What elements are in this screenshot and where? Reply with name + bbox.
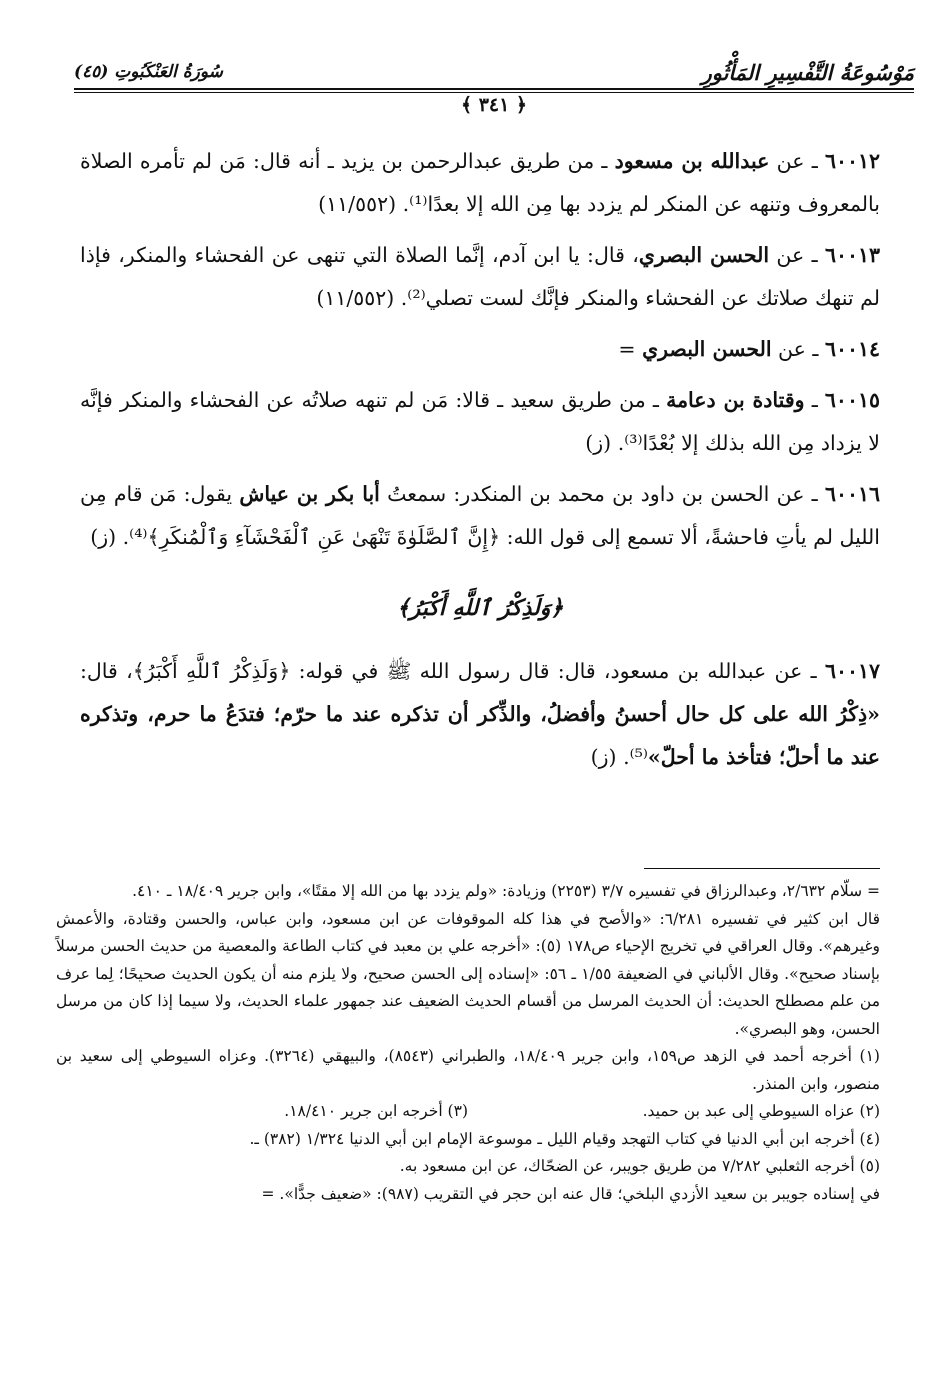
entry-number: ٦٠٠١٣ [824,243,880,267]
footnote-4: (٤) أخرجه ابن أبي الدنيا في كتاب التهجد وقيام الليل ـ موسوعة الإمام ابن أبي الدنيا ١/٣٢٤ (٣٨٢) ـ. [249,1129,880,1148]
entry-text: = [618,337,643,361]
hadith-entry [80,234,880,320]
footnote-3: (٣) أخرجه ابن جرير ١٨/٤١٠. [284,1102,468,1120]
entry-number: ٦٠٠١٤ [824,337,880,361]
narrator-name: الحسن البصري [638,243,770,267]
entry-number: ٦٠٠١٢ [824,149,880,173]
hadith-entry [80,473,880,559]
entry-text: ـ عن [769,149,825,173]
book-title: مَوْسُوعَةُ التَّفْسِيرِ المَأْثُورِ [701,60,914,85]
entry-text: يقول: مَن قام مِن الليل لم يأتِ فاحشةً، ألا تسمع إلى قول الله: ﴿إِنَّ ٱلصَّلَوٰةَ تَنْهَىٰ عَنِ ٱلْفَحْشَآءِ وَٱلْمُنكَرِ﴾⁽⁴⁾. (ز) [80,482,880,549]
entry-text: ـ عن الحسن بن داود بن محمد بن المنكدر: سمعتُ [379,482,825,506]
entry-text: ـ عن عبدالله بن مسعود، قال: قال رسول الله ﷺ في قوله: ﴿وَلَذِكْرُ ٱللَّهِ أَكْبَرُ﴾، قال: [80,659,825,683]
main-text [80,140,880,787]
entry-text: ـ عن [771,337,825,361]
entry-60017 [80,650,880,779]
entry-text: ـ عن [769,243,825,267]
narrator-name: عبدالله بن مسعود [614,149,770,173]
entry-number: ٦٠٠١٥ [824,388,880,412]
footnote-row-2-3 [56,1098,880,1126]
page-header [74,54,914,116]
narrator-name: أبا بكر بن عياش [239,482,380,506]
entries-list [80,140,880,559]
footnote-kathir: قال ابن كثير في تفسيره ٦/٢٨١: «والأصح في هذا كله الموقوفات عن ابن مسعود، وابن عباس، والحسن وقتادة، والأعمش وغيرهم». وقال العراقي في تخريج الإحياء ص١٧٨ (٥): «أخرجه علي بن معبد في كتاب الطاعة والمعصية من حديث الحسن مرسلاً بإسناد صحيح». وقال الألباني في الضعيفة ١/٥٥ ـ ٥٦: «إسناده إلى الحسن صحيح، ولا يلزم منه أن يكون الحديث صحيحًا؛ لِما عرف من علم مصطلح الحديث: أن الحديث المرسل من أقسام الحديث الضعيف عند جمهور علماء الحديث، ولا سيما إذا كان من مرسل الحسن، وهو البصري». [56,909,880,1038]
footnote-continued: = سلّام ٢/٦٣٢، وعبدالرزاق في تفسيره ٣/٧ (٢٢٥٣) وزيادة: «ولم يزدد بها من الله إلا مقتًا»، وابن جرير ١٨/٤٠٩ ـ ٤١٠. [132,882,880,900]
entry-number: ٦٠٠١٧ [824,659,880,683]
hadith-entry [80,140,880,226]
hadith-entry [80,650,880,779]
narrator-name: وقتادة بن دعامة [666,388,805,412]
footnote-1: (١) أخرجه أحمد في الزهد ص١٥٩، وابن جرير ١٨/٤٠٩، والطبراني (٨٥٤٣)، والبيهقي (٣٢٦٤). وعزاه السيوطي إلى سعيد بن منصور، وابن المنذر. [56,1047,880,1093]
hadith-entry [80,379,880,465]
entry-text: ـ من طريق عبدالرحمن بن يزيد ـ أنه قال: مَن لم تأمره الصلاة بالمعروف وتنهه عن المنكر لم يزدد بها مِن الله إلا بعدًا⁽¹⁾. (١١/٥٥٢) [80,149,880,216]
footnote-separator [644,868,880,869]
narrator-name: الحسن البصري [642,337,772,361]
entry-text: ، قال: يا ابن آدم، إنَّما الصلاة التي تنهى عن الفحشاء والمنكر، فإذا لم تنهك صلاتك عن الفحشاء والمنكر فإنَّك لست تصلي⁽²⁾. (١١/٥٥٢) [80,243,880,310]
footnote-5: (٥) أخرجه الثعلبي ٧/٢٨٢ من طريق جويبر، عن الضحّاك، عن ابن مسعود به. [399,1157,880,1175]
footnote-5-continued: في إسناده جويبر بن سعيد الأزدي البلخي؛ قال عنه ابن حجر في التقريب (٩٨٧): «ضعيف جدًّا». = [261,1184,880,1203]
surah-label: سُورَةُ العَنْكَبُوتِ (٤٥) [74,62,223,82]
section-heading: ﴿وَلَذِكْرُ ٱللَّهِ أَكْبَرُ﴾ [396,595,564,621]
entry-text: ـ [804,388,825,412]
hadith-entry [80,328,880,371]
narrator-name: «ذِكْرُ الله على كل حال أحسنُ وأفضلُ، والذِّكر أن تذكره عند ما حرّم؛ فتدَعُ ما حرم، وتذكره عند ما أحلّ؛ فتأخذ ما أحلّ» [80,702,880,769]
entry-text: ـ من طريق سعيد ـ قالا: مَن لم تنهه صلاتُه عن الفحشاء والمنكر فإنَّه لا يزداد مِن الله بذلك إلا بُعْدًا⁽³⁾. (ز) [80,388,880,455]
entry-text: ⁽⁵⁾. (ز) [590,745,648,769]
header-rule-thin [74,92,914,93]
footnote-2: (٢) عزاه السيوطي إلى عبد بن حميد. [642,1102,880,1120]
page-number: ﴿ ٣٤١ ﴾ [451,94,537,116]
header-rule [74,88,914,90]
entry-number: ٦٠٠١٦ [824,482,880,506]
footnotes [56,878,880,1208]
